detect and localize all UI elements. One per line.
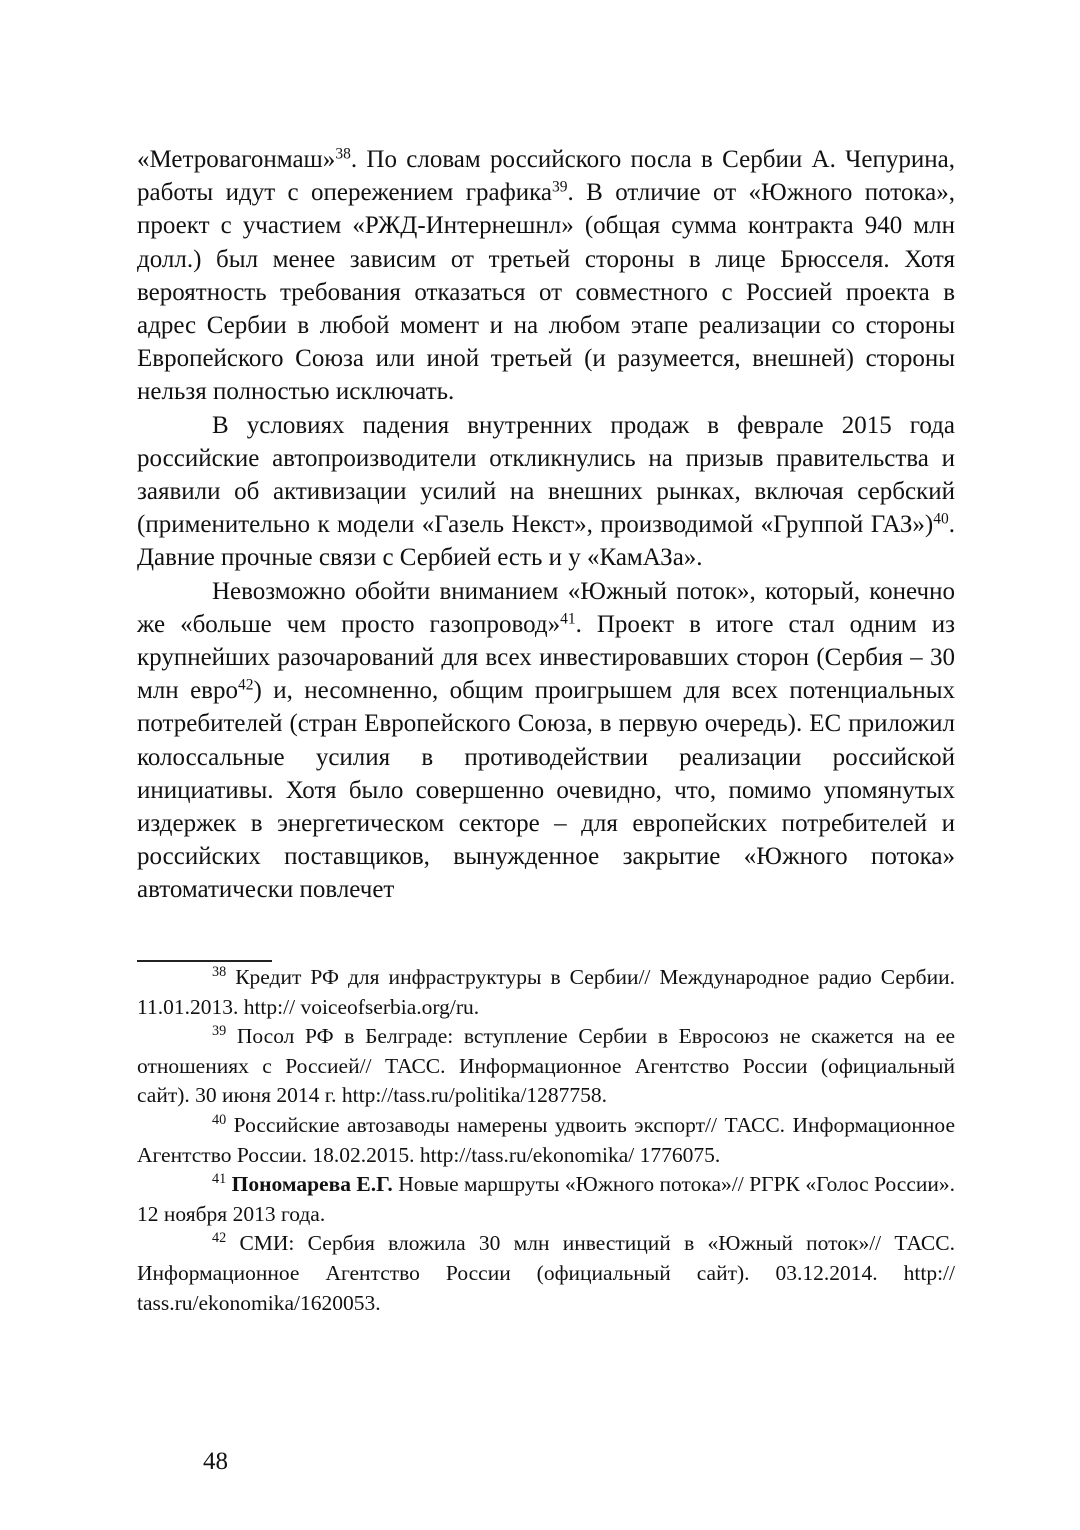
paragraph-3: Невозможно обойти вниманием «Южный поток», который, конечно же «больше чем просто газопровод»$^{41}$. Проект в итоге стал одним из крупнейших разочарований для всех инвестировавших сторон (Сербия – 30 млн евро$^{42}$) и, несомненно, общим проигрышем для всех потенциальных потребителей (стран Европейского Союза, в первую очередь). ЕС приложил колоссальные усилия в противодействии реализации российской инициативы. Хотя было совершенно очевидно, что, помимо упомянутых издержек в энергетическом секторе – для европейских потребителей и российских поставщиков, вынужденное закрытие «Южного потока» автоматически повлечет <box>137 577 956 904</box>
footnotes <box>137 963 955 1318</box>
footnote-40: $^{40}$ Российские автозаводы намерены удвоить экспорт// ТАСС. Информационное Агентство России. 18.02.2015. http://tass.ru/ekonomika/ 1776075. <box>137 1112 955 1167</box>
footnote-author: Пономарева Е.Г. <box>231 1172 393 1197</box>
paragraph-1: «Метровагонмаш»$^{38}$. По словам российского посла в Сербии А. Чепурина, работы идут с опережением графика$^{39}$. В отличие от «Южного потока», проект с участием «РЖД-Интернешнл» (общая сумма контракта 940 млн долл.) был менее зависим от третьей стороны в лице Брюсселя. Хотя вероятность требования отказаться от совместного с Россией проекта в адрес Сербии в любой момент и на любом этапе реализации со стороны Европейского Союза или иной третьей (и разумеется, внешней) стороны нельзя полностью исключать. <box>137 145 955 406</box>
footnote-ref-41[interactable]: 41 <box>560 610 576 628</box>
footnote-ref-39[interactable]: 39 <box>552 178 568 196</box>
footnote-41: $^{41}$ Пономарева Е.Г. Новые маршруты «Южного потока»// РГРК «Голос России». 12 ноября 2013 года. <box>137 1171 956 1226</box>
main-text <box>137 143 955 907</box>
footnote-ref-40[interactable]: 40 <box>933 510 949 528</box>
page-number: 48 <box>203 1448 228 1475</box>
footnote-42: $^{42}$ СМИ: Сербия вложила 30 млн инвестиций в «Южный поток»// ТАСС. Информационное Агентство России (официальный сайт). 03.12.2014. http:// tass.ru/ekonomika/1620053. <box>137 1230 955 1315</box>
footnote-38: $^{38}$ Кредит РФ для инфраструктуры в Сербии// Международное радио Сербии. 11.01.2013. http:// voiceofserbia.org/ru. <box>137 964 955 1019</box>
paragraph-2: В условиях падения внутренних продаж в феврале 2015 года российские автопроизводители откликнулись на призыв правительства и заявили об активизации усилий на внешних рынках, включая сербский (применительно к модели «Газель Некст», производимой «Группой ГАЗ»)$^{40}$. Давние прочные связи с Сербией есть и у «КамАЗа». <box>137 411 955 572</box>
footnote-ref-38[interactable]: 38 <box>335 145 351 163</box>
footnote-39: $^{39}$ Посол РФ в Белграде: вступление Сербии в Евросоюз не скажется на ее отношениях с Россией// ТАСС. Информационное Агентство России (официальный сайт). 30 июня 2014 г. http://tass.ru/politika/1287758. <box>137 1023 955 1108</box>
footnote-separator <box>137 960 272 962</box>
footnote-ref-42[interactable]: 42 <box>237 676 254 694</box>
